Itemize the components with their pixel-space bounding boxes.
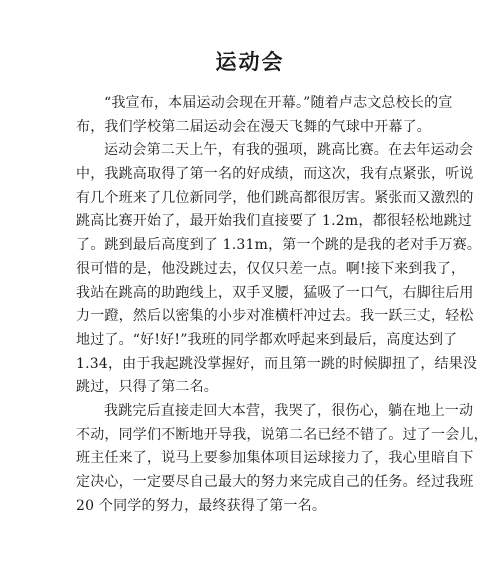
paragraph-2-line-6: 很可惜的是，他没跳过去，仅仅只差一点。啊!接下来到我了， bbox=[76, 260, 466, 277]
document-body bbox=[76, 92, 488, 518]
paragraph-1-line-1: “我宣布，本届运动会现在开幕。”随着卢志文总校长的宣 bbox=[104, 95, 453, 111]
paragraph-2-line-9: 地过了。“好!好!”我班的同学都欢呼起来到最后，高度达到了 bbox=[76, 331, 458, 348]
paragraph-2-line-4: 跳高比赛开始了，最开始我们直接要了 1.2m，都很轻松地跳过 bbox=[76, 213, 472, 230]
paragraph-2-line-8: 力一蹬，然后以密集的小步对准横杆冲过去。我一跃三丈，轻松 bbox=[76, 308, 474, 325]
paragraph-2-line-3: 有几个班来了几位新同学，他们跳高都很厉害。紧张而又激烈的 bbox=[76, 189, 474, 206]
paragraph-2-line-11: 跳过，只得了第二名。 bbox=[76, 379, 218, 396]
paragraph-2-line-7: 我站在跳高的助跑线上，双手叉腰，猛吸了一口气，右脚往后用 bbox=[76, 284, 474, 301]
paragraph-3-line-2: 不动，同学们不断地开导我，说第二名已经不错了。过了一会儿， bbox=[76, 426, 488, 443]
paragraph-2-line-1: 运动会第二天上午，有我的强项，跳高比赛。在去年运动会 bbox=[104, 142, 474, 159]
paragraph-1-line-2: 布，我们学校第二届运动会在漫天飞舞的气球中开幕了。 bbox=[76, 118, 431, 135]
paragraph-2-line-5: 了。跳到最后高度到了 1.31m，第一个跳的是我的老对手万赛。 bbox=[76, 237, 482, 254]
document-title: 运动会 bbox=[215, 49, 285, 74]
paragraph-3-line-5: 20 个同学的努力，最终获得了第一名。 bbox=[76, 497, 327, 514]
paragraph-3-line-3: 班主任来了，说马上要参加集体项目运球接力了，我心里暗自下 bbox=[76, 450, 474, 467]
paragraph-2-line-10: 1.34，由于我起跳没掌握好，而且第一跳的时候脚扭了，结果没 bbox=[76, 355, 478, 372]
paragraph-3-line-1: 我跳完后直接走回大本营，我哭了，很伤心，躺在地上一动 bbox=[104, 402, 474, 419]
paragraph-3-line-4: 定决心，一定要尽自己最大的努力来完成自己的任务。经过我班 bbox=[76, 474, 474, 490]
paragraph-2-line-2: 中，我跳高取得了第一名的好成绩，而这次，我有点紧张，听说 bbox=[76, 166, 474, 183]
